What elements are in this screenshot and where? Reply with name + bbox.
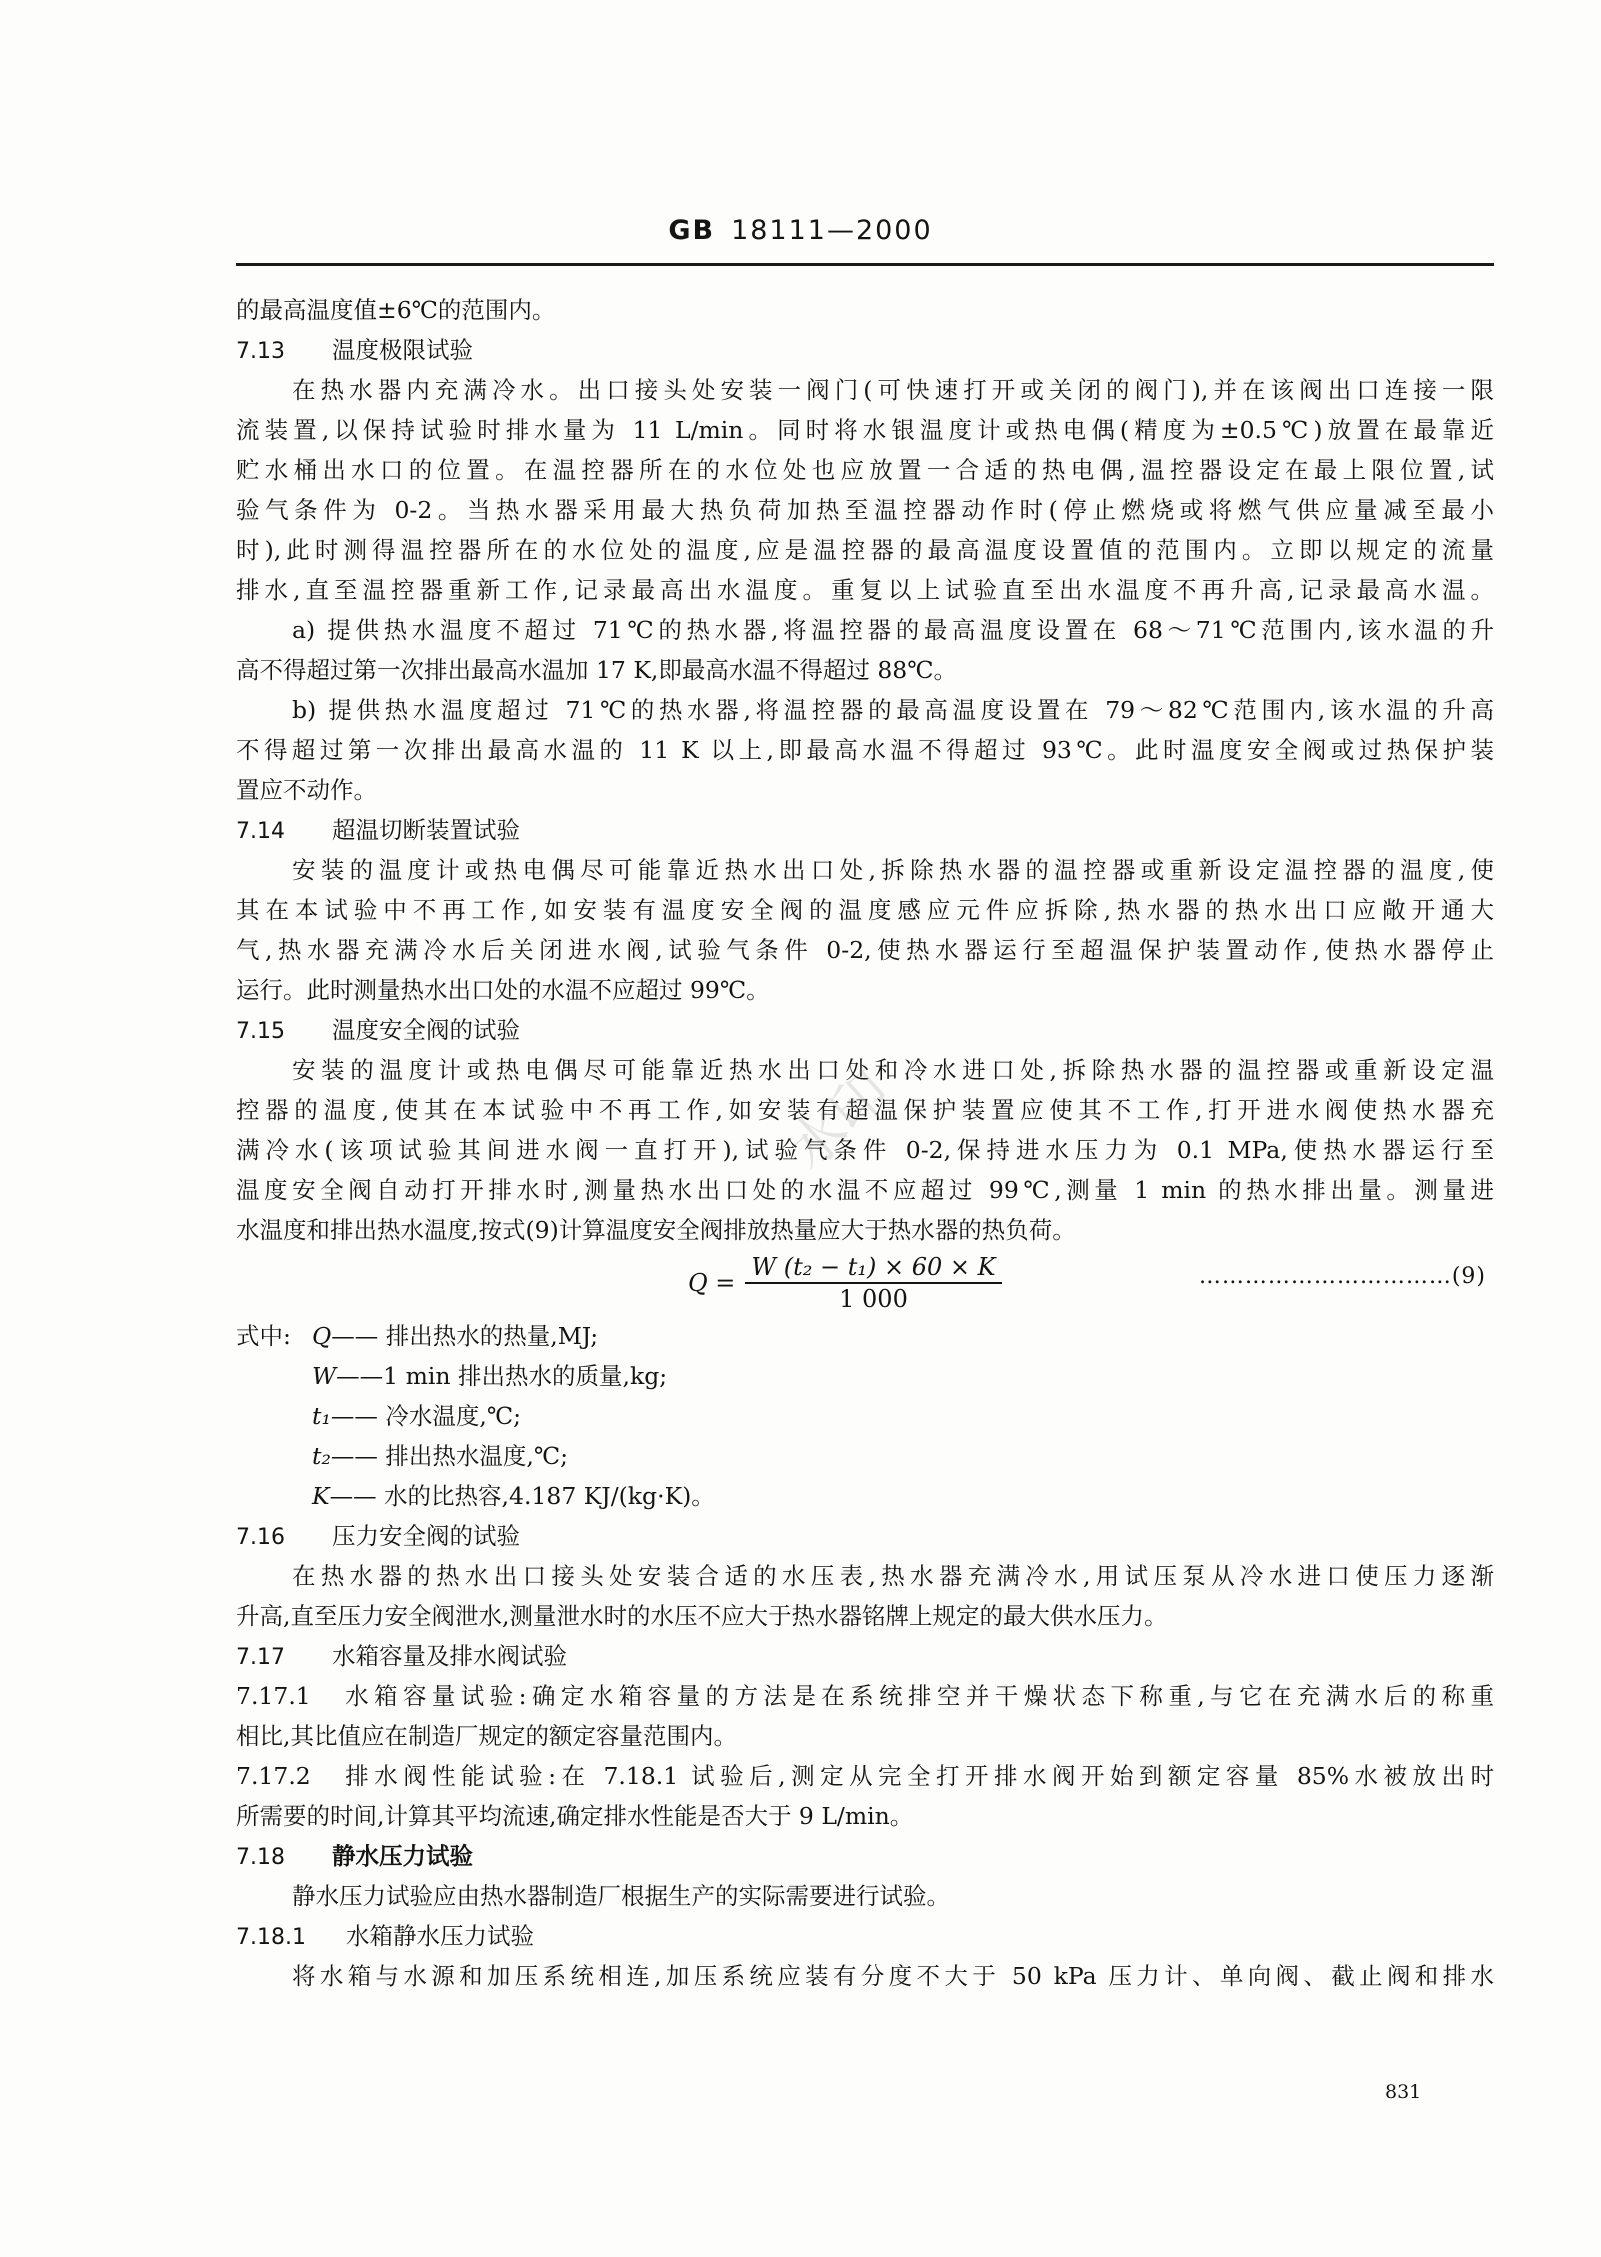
text-line: 在热水器的热水出口接头处安装合适的水压表,热水器充满冷水,用试压泵从冷水进口使压力逐渐	[292, 1562, 1494, 1590]
text-line: 验气条件为 0-2。当热水器采用最大热负荷加热至温控器动作时(停止燃烧或将燃气供应量减至最小	[236, 496, 1494, 524]
text-line: 贮水桶出水口的位置。在温控器所在的水位处也应放置一合适的热电偶,温控器设定在最上限位置,试	[236, 456, 1494, 484]
text-line: 安装的温度计或热电偶尽可能靠近热水出口处和冷水进口处,拆除热水器的温控器或重新设定温	[292, 1056, 1494, 1084]
text-line: 排水,直至温控器重新工作,记录最高出水温度。重复以上试验直至出水温度不再升高,记录最高水温。	[236, 576, 1494, 604]
text-line: 7.17.2 排水阀性能试验:在 7.18.1 试验后,测定从完全打开排水阀开始到额定容量 85%水被放出时	[236, 1762, 1494, 1790]
text-line: a) 提供热水温度不超过 71℃的热水器,将温控器的最高温度设置在 68～71℃范围内,该水温的升	[292, 616, 1494, 644]
variable-symbol: t₁	[312, 1402, 331, 1430]
section-number: 7.13	[236, 339, 285, 364]
text-line: 运行。此时测量热水出口处的水温不应超过 99℃。	[236, 976, 770, 1004]
text-line: 流装置,以保持试验时排水量为 11 L/min。同时将水银温度计或热电偶(精度为±0.5℃)放置在最靠近	[236, 416, 1494, 444]
variable-symbol: W	[312, 1362, 337, 1390]
page-number: 831	[1385, 2081, 1422, 2103]
watermark-stamp: 水印	[776, 1059, 903, 1183]
section-heading	[236, 330, 1494, 370]
variable-symbol: Q	[312, 1322, 332, 1350]
formula-lhs: Q =	[688, 1269, 736, 1297]
section-heading	[236, 1836, 1494, 1876]
variable-description: —— 冷水温度,℃;	[330, 1402, 522, 1430]
text-line: 7.17.1 水箱容量试验:确定水箱容量的方法是在系统排空并干燥状态下称重,与它在充满水后的称重	[236, 1682, 1494, 1710]
text-line: b) 提供热水温度超过 71℃的热水器,将温控器的最高温度设置在 79～82℃范围内,该水温的升高	[292, 696, 1494, 724]
section-title: 静水压力试验	[332, 1842, 473, 1870]
text-line: 满冷水(该项试验其间进水阀一直打开),试验气条件 0-2,保持进水压力为 0.1 MPa,使热水器运行至	[236, 1136, 1494, 1164]
section-number: 7.16	[236, 1525, 285, 1550]
text-line: 置应不动作。	[236, 776, 377, 804]
section-title: 水箱容量及排水阀试验	[332, 1642, 567, 1670]
text-line: 相比,其比值应在制造厂规定的额定容量范围内。	[236, 1722, 737, 1750]
variable-definition	[236, 1436, 1494, 1476]
variable-definition	[236, 1316, 1494, 1356]
formula-denominator: 1 000	[839, 1285, 908, 1313]
section-title: 水箱静水压力试验	[346, 1922, 534, 1950]
standard-code: 18111—2000	[731, 215, 933, 246]
where-label: 式中:	[236, 1322, 291, 1350]
variable-definition	[236, 1396, 1494, 1436]
section-number: 7.17	[236, 1645, 285, 1670]
text-line: 控器的温度,使其在本试验中不再工作,如安装有超温保护装置应使其不工作,打开进水阀使热水器充	[236, 1096, 1494, 1124]
text-line: 的最高温度值±6℃的范围内。	[236, 296, 556, 324]
variable-definition	[236, 1356, 1494, 1396]
section-number: 7.18.1	[236, 1925, 306, 1950]
text-line: 气,热水器充满冷水后关闭进水阀,试验气条件 0-2,使热水器运行至超温保护装置动作,使热水器停止	[236, 936, 1494, 964]
section-heading	[236, 810, 1494, 850]
equation-number: ……………………………(9)	[1198, 1264, 1486, 1289]
variable-symbol: K	[312, 1482, 330, 1510]
text-line: 安装的温度计或热电偶尽可能靠近热水出口处,拆除热水器的温控器或重新设定温控器的温度,使	[292, 856, 1494, 884]
variable-description: —— 水的比热容,4.187 KJ/(kg·K)。	[329, 1482, 715, 1510]
variable-symbol: t₂	[312, 1442, 331, 1470]
section-number: 7.15	[236, 1019, 285, 1044]
text-line: 将水箱与水源和加压系统相连,加压系统应装有分度不大于 50 kPa 压力计、单向阀、截止阀和排水	[292, 1962, 1494, 1990]
section-heading	[236, 1916, 1494, 1956]
section-title: 压力安全阀的试验	[332, 1522, 520, 1550]
variable-description: —— 排出热水温度,℃;	[330, 1442, 569, 1470]
formula-9	[236, 1250, 1494, 1316]
section-title: 温度安全阀的试验	[332, 1016, 520, 1044]
section-heading	[236, 1010, 1494, 1050]
variable-description: ——1 min 排出热水的质量,kg;	[336, 1362, 668, 1390]
document-body	[236, 290, 1494, 1996]
header-rule	[236, 263, 1494, 266]
formula-fraction	[745, 1252, 1001, 1314]
text-line: 温度安全阀自动打开排水时,测量热水出口处的水温不应超过 99℃,测量 1 min 的热水排出量。测量进	[236, 1176, 1494, 1204]
section-title: 温度极限试验	[332, 336, 473, 364]
standard-prefix: GB	[668, 215, 716, 246]
text-line: 静水压力试验应由热水器制造厂根据生产的实际需要进行试验。	[292, 1882, 950, 1910]
section-heading	[236, 1636, 1494, 1676]
formula-numerator: W (t₂ − t₁) × 60 × K	[745, 1252, 1001, 1284]
text-line: 水温度和排出热水温度,按式(9)计算温度安全阀排放热量应大于热水器的热负荷。	[236, 1216, 1076, 1244]
variable-definition	[236, 1476, 1494, 1516]
text-line: 升高,直至压力安全阀泄水,测量泄水时的水压不应大于热水器铭牌上规定的最大供水压力。	[236, 1602, 1168, 1630]
text-line: 时),此时测得温控器所在的水位处的温度,应是温控器的最高温度设置值的范围内。立即以规定的流量	[236, 536, 1494, 564]
text-line: 不得超过第一次排出最高水温的 11 K 以上,即最高水温不得超过 93℃。此时温度安全阀或过热保护装	[236, 736, 1494, 764]
section-number: 7.18	[236, 1845, 285, 1870]
section-heading	[236, 1516, 1494, 1556]
text-line: 其在本试验中不再工作,如安装有温度安全阀的温度感应元件应拆除,热水器的热水出口应敞开通大	[236, 896, 1494, 924]
formula-expression	[688, 1252, 1002, 1314]
text-line: 高不得超过第一次排出最高水温加 17 K,即最高水温不得超过 88℃。	[236, 656, 958, 684]
section-number: 7.14	[236, 819, 285, 844]
section-title: 超温切断装置试验	[332, 816, 520, 844]
page-header	[0, 215, 1601, 246]
variable-description: —— 排出热水的热量,MJ;	[331, 1322, 599, 1350]
text-line: 在热水器内充满冷水。出口接头处安装一阀门(可快速打开或关闭的阀门),并在该阀出口连接一限	[292, 376, 1494, 404]
text-line: 所需要的时间,计算其平均流速,确定排水性能是否大于 9 L/min。	[236, 1802, 914, 1830]
